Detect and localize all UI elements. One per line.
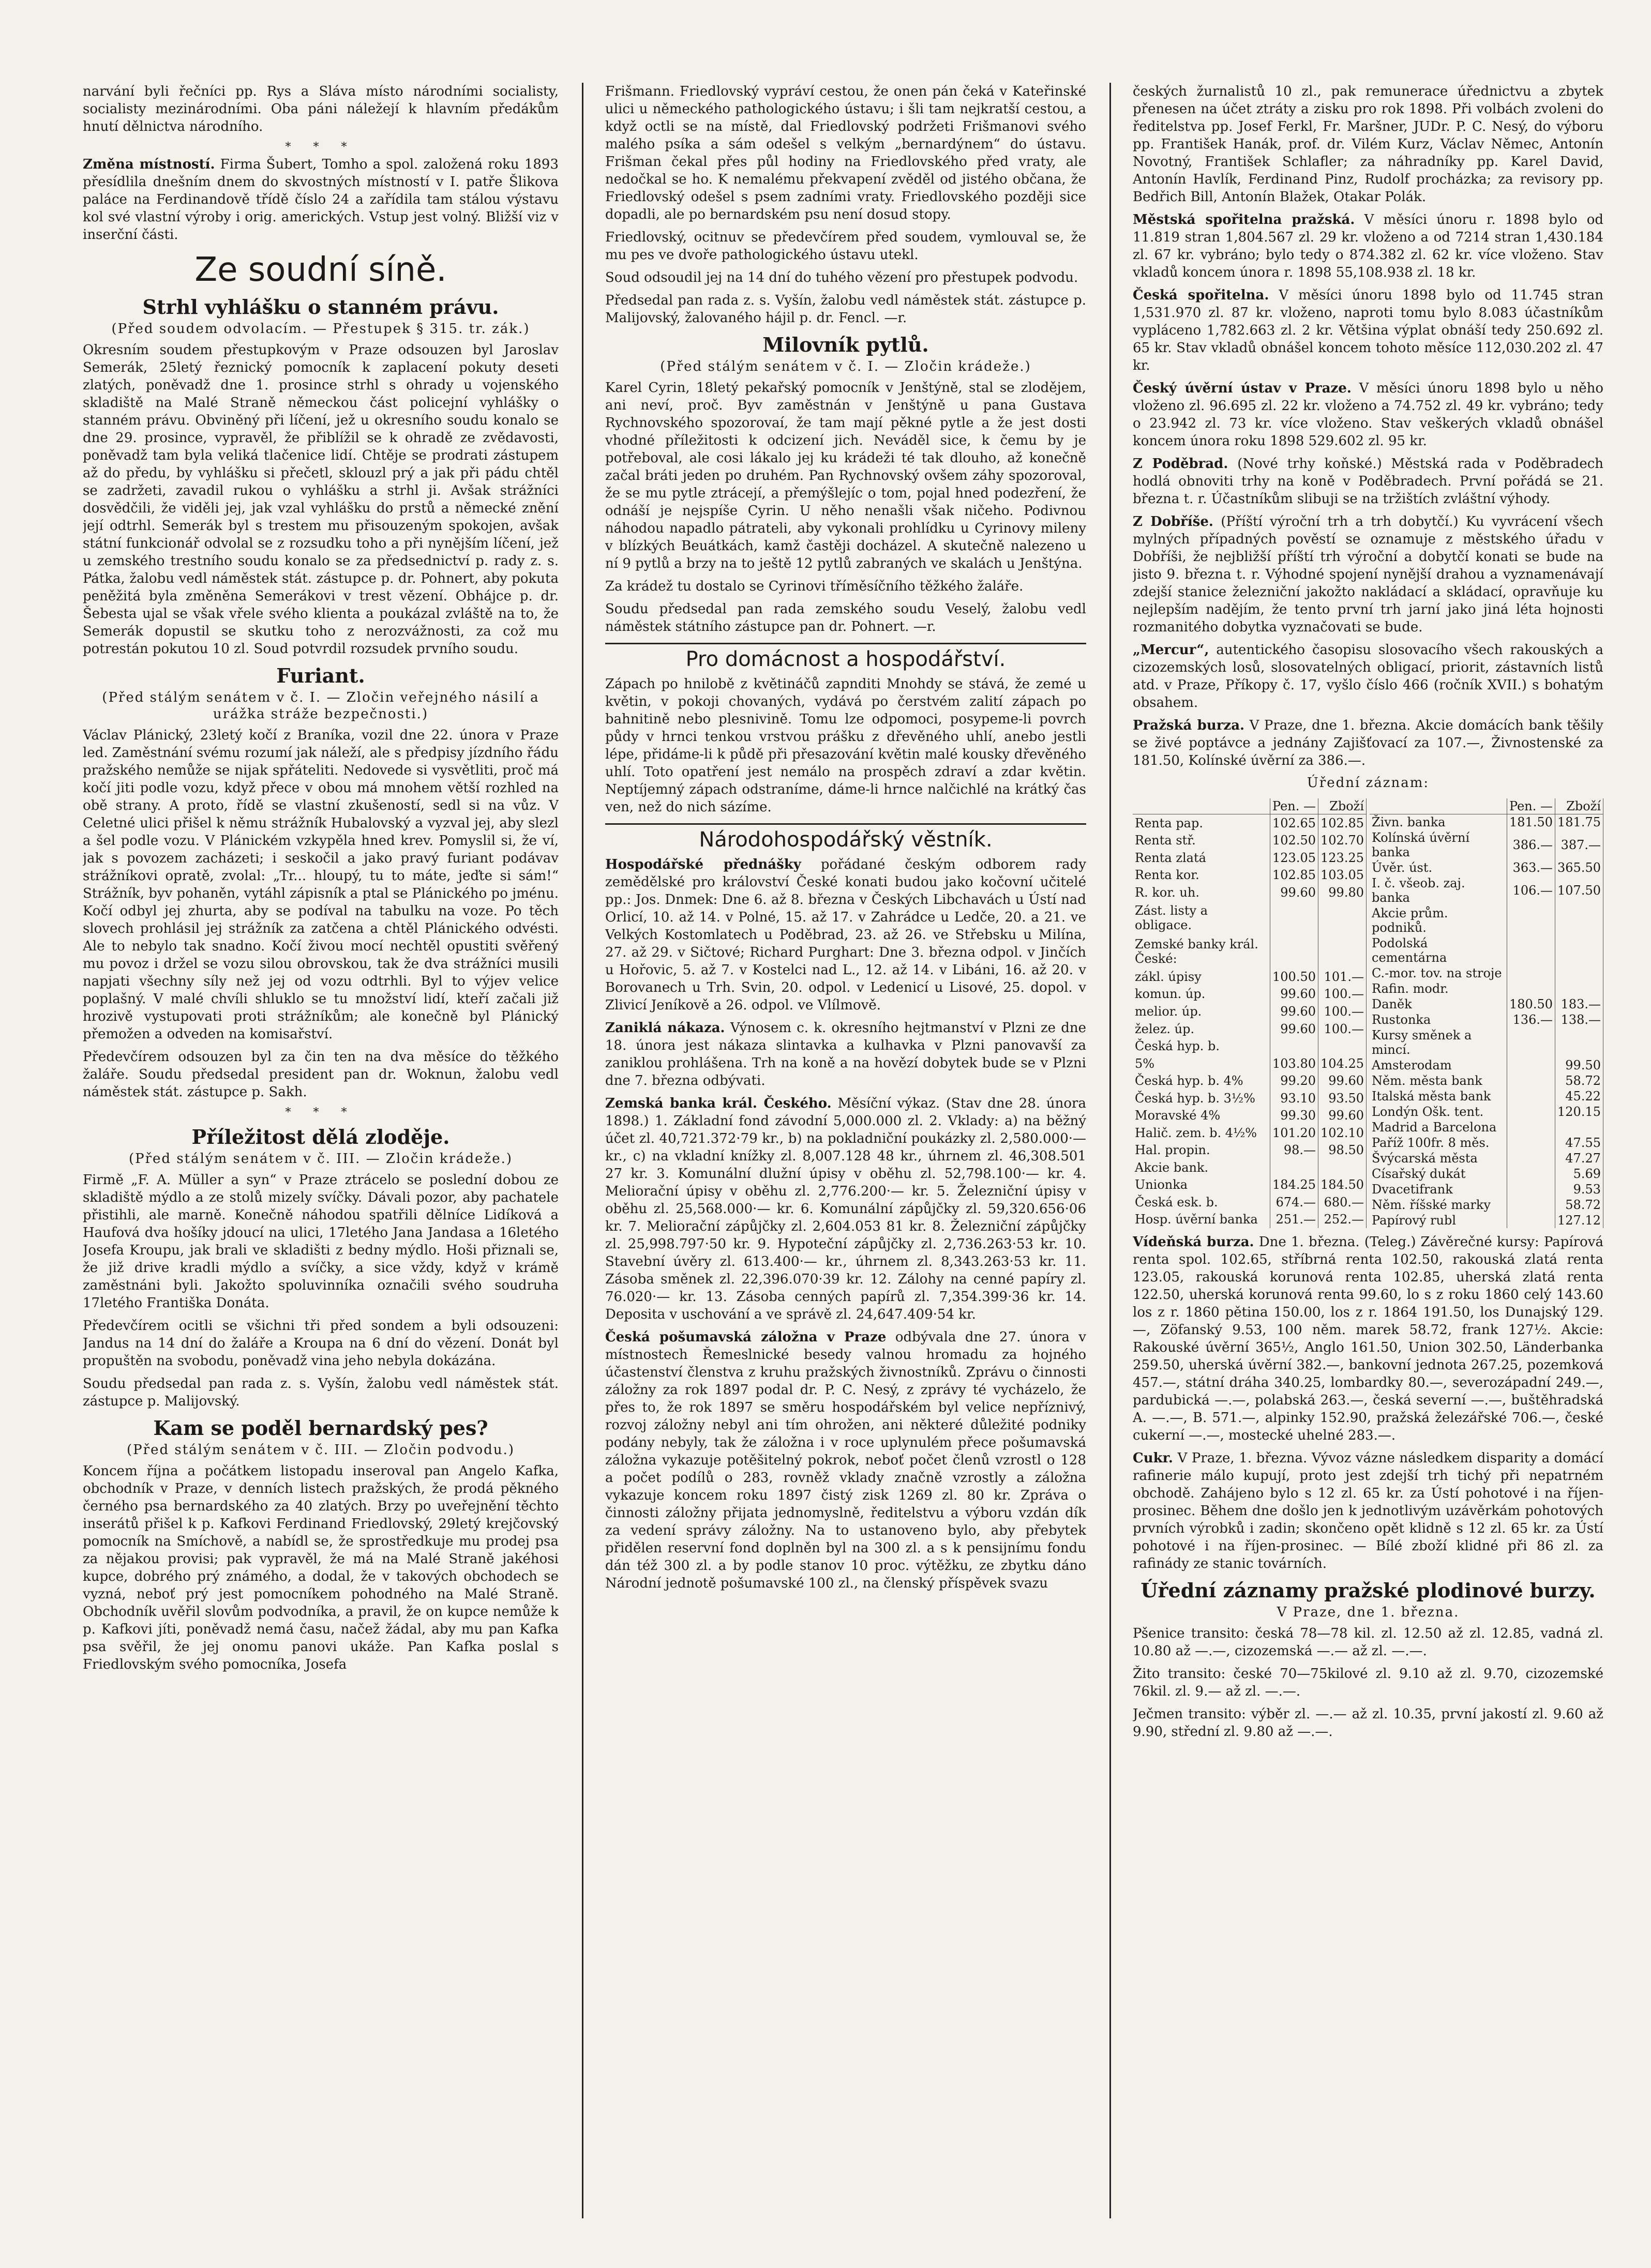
quote-value: 100.— <box>1318 1003 1367 1020</box>
quote-label: Česká esk. b. <box>1133 1193 1270 1211</box>
posumavska-article <box>605 1328 1086 1592</box>
quote-value: 99.50 <box>1555 1057 1603 1073</box>
ceska-sporitelna-heading: Česká spořitelna. <box>1133 288 1269 303</box>
quote-value <box>1507 1166 1555 1182</box>
prilezitost-heading: Příležitost dělá zloděje. <box>191 1125 450 1148</box>
burza-article <box>1133 717 1603 769</box>
prednasky-text: pořádané českým odborem rady zemědělské pro království České konati budou jako kočovní učitelé pp.: Jos. Dnmek: Dne 6. až 8. března v Českých Libchavách u Ústí nad Orlicí, 10. až 14. v Polné, 15. až 17. v Zahrádce u Ledče, 20. a 21. ve Velkých Kostomlatech u Poděbrad, 23. až 26. ve Střebsku u Milína, 27. až 29. v Sičtové; Richard Purghart: Dne 3. března odpol. v Jinčích u Hořovic, 5. až 7. v Kostelci nad L., 12. až 14. v Libáni, 16. až 20. v Borovanech u Trh. Svin, 20. odpol. v Ledenicí u Lisové, 25. dopol. v Zlivicí Jeníkově a 26. odpol. ve Vlílmově. <box>605 857 1086 1013</box>
ceska-sporitelna-article <box>1133 286 1603 374</box>
quote-value: 252.— <box>1318 1211 1367 1228</box>
quote-value: 363.— <box>1507 860 1555 875</box>
milovnik-text-3: Soudu předsedal pan rada zemského soudu Veselý, žalobu vedl náměstek státního zástupce pan dr. Pohnert. —r. <box>605 601 1086 634</box>
quote-row <box>1370 981 1603 996</box>
quote-value: 102.65 <box>1270 814 1318 832</box>
quote-label: Hosp. úvěrní banka <box>1133 1211 1270 1228</box>
quotes-table-right <box>1370 798 1603 1228</box>
quote-row <box>1133 901 1367 935</box>
quote-value: 99.60 <box>1270 1020 1318 1038</box>
quotes-table-left <box>1133 798 1367 1228</box>
quote-value: 180.50 <box>1507 996 1555 1012</box>
zanikla-text: Výnosem c. k. okresního hejtmanství v Plzni ze dne 18. února jest nákaza slintavka a kulhavka v Plzni panovavší za zaniklou prohlášena. Trh na koně a na hovězí dobytek bude se v Plzni dne 7. března odbývati. <box>605 1020 1086 1088</box>
quote-label: R. kor. uh. <box>1133 884 1270 901</box>
quote-row <box>1133 968 1367 986</box>
quote-value: 680.— <box>1318 1193 1367 1211</box>
zemska-heading: Zemská banka král. Českého. <box>605 1096 832 1111</box>
quote-row <box>1370 1197 1603 1213</box>
zmena-text: Firma Šubert, Tomho a spol. založená roku 1893 přesídlila dnešním dnem do skvostných místností v I. patře Šlikova paláce na Ferdinandově třídě číslo 24 a zařídila tam stálou výstavu kol své vlastní výroby i orig. amerických. Vstup jest volný. Bližší viz v inserční části. <box>83 157 559 243</box>
quote-value: 5.69 <box>1555 1166 1603 1182</box>
furiant-text: Václav Plánický, 23letý kočí z Braníka, vozil dne 22. února v Praze led. Zaměstnání svému rozumí jak náleží, ale s předpisy jízdního řádu pražského nemůže se nijak spřáteliti. Nedovede si vysvětliti, proč má kočí jiti podle vozu, když přece v obou má mnohem větší rozhled na obě strany. A proto, řídě se vlastní zkušeností, sedl si na vůz. V Celetné ulici přišel k němu strážník Hubalovský a vyzval jej, aby slezl a šel podle vozu. V Plánickém vzkypěla hned krev. Pomyslil si, že ví, jak s povozem zacházeti; i seskočil a jako pravý furiant podávav strážníkovi opratě, zvolal: „Tr... hloupý, tu to máte, jeďte si sám!“ Strážník, byv pohaněn, vytáhl zápisník a ptal se Plánického po jménu. Kočí odbyl jej zhurta, aby se podíval na tabulku na voze. Po těch slovech prohlásil jej strážník za zatčena a chtěl Plánického odvésti. Ale to nebylo tak snadno. Kočí živou mocí nechtěl opustiti svěřený mu povoz i držel se vozu silou obrovskou, tak že dva strážníci musili napjati všechny síly než jej od vozu odtrhli. Byl to výjev velice poplašný. V malé chvíli shluklo se tu množství lidí, kteří začali již hrozivě vystupovati proti strážníkům; ale konečně byl Plánický přemožen a odveden na komisařství. <box>83 728 559 1042</box>
zemska-article <box>605 1095 1086 1323</box>
quote-value: 123.25 <box>1318 849 1367 867</box>
quote-label: Kolínská úvěrní banka <box>1370 830 1507 860</box>
quote-label: Česká hyp. b. 4% <box>1133 1072 1270 1090</box>
quote-value <box>1555 965 1603 981</box>
quote-row <box>1370 860 1603 875</box>
quote-value: 365.50 <box>1555 860 1603 875</box>
quote-value: 93.50 <box>1318 1090 1367 1107</box>
quote-value <box>1507 965 1555 981</box>
quote-value <box>1270 1037 1318 1055</box>
quote-row <box>1370 965 1603 981</box>
quote-row <box>1133 1193 1367 1211</box>
separator-dots: * * * <box>285 141 356 154</box>
quote-row <box>1133 986 1367 1003</box>
quote-value: 101.20 <box>1270 1124 1318 1142</box>
quote-row <box>1370 1012 1603 1027</box>
quote-value <box>1507 935 1555 965</box>
quote-label: Česká hyp. b. <box>1133 1037 1270 1055</box>
plodinove-heading: Úřední záznamy pražské plodinové burzy. <box>1140 1579 1596 1602</box>
quote-value <box>1507 1120 1555 1135</box>
quote-value <box>1555 1027 1603 1057</box>
quote-value: 99.60 <box>1318 1072 1367 1090</box>
column-rule <box>1109 83 1111 2218</box>
quote-label: Amsterodam <box>1370 1057 1507 1073</box>
quote-row <box>1133 1159 1367 1176</box>
plodinove-wheat: Pšenice transito: česká 78—78 kil. zl. 12.50 až zl. 12.85, vadná zl. 10.80 až —.—, cizozemská —.— až zl. —.—. <box>1133 1626 1603 1659</box>
quote-value <box>1507 1213 1555 1228</box>
quote-row <box>1133 849 1367 867</box>
quote-label: Renta zlatá <box>1133 849 1270 867</box>
ceska-sporitelna-text: V měsíci únoru 1898 bylo od 11.745 stran 1,531.970 zl. 87 kr. vloženo, naproti tomu bylo 8.083 účastníkům vypláceno 1,782.663 zl. 2 kr. Většina výplat obnáší tedy 250.692 zl. 65 kr. Stav vkladů obnášel koncem tohoto měsíce 112,030.202 zl. 47 kr. <box>1133 288 1603 373</box>
posumavska-text: odbývala dne 27. února v místnostech Řemeslnické besedy valnou hromadu za hojného účastenství členstva z kruhu pražských živnostníků. Zprávu o činnosti záložny za rok 1897 podal dr. P. C. Nesý, z zprávy té vycházelo, že přes to, že rok 1897 se směru hospodářském byl velice nepříznivý, rozvoj záložny nebyl ani tím ohrožen, ani některé důležité podniky podány nebyly, tak že záložna i v roce uplynulém přece pošumavská záložna vykazuje potěšitelný pokrok, neboť počet členů vzrostl o 128 a počet podílů o 283, rovněž vklady značně vzrostly a záložna vykazuje koncem roku 1897 čistý zisk 1269 zl. 80 kr. Zpráva o činnosti záložny přijata jednomyslně, ředitelstvu a výboru vzdán dík za vedení správy záložny. Na to ustanoveno bylo, aby přebytek přidělen reservní fond doplněn byl na 300 zl. a s k pensijnímu fondu dán též 300 zl. a by podle stanov 10 proc. výtěžku, ze zbytku dáno Národní jednotě pošumavské 100 zl., na členský příspěvek svazu <box>605 1329 1086 1591</box>
milovnik-text-2: Za krádež tu dostalo se Cyrinovi tříměsíčního těžkého žaláře. <box>605 579 1024 594</box>
quote-label: Živn. banka <box>1370 814 1507 830</box>
quote-value: 99.60 <box>1270 884 1318 901</box>
quote-value: 674.— <box>1270 1193 1318 1211</box>
furiant-heading: Furiant. <box>276 664 365 687</box>
quote-row <box>1370 1104 1603 1120</box>
posumavska-heading: Česká pošumavská záložna v Praze <box>605 1329 887 1345</box>
quote-value: 58.72 <box>1555 1197 1603 1213</box>
prilezitost-text-2: Předevčírem ocitli se všichni tři před sondem a byli odsouzeni: Jandus na 14 dní do žaláře a Kroupa na 6 dní do vězení. Donát byl propuštěn na svobodu, poněvadž vina jeho nebyla dokázána. <box>83 1318 559 1369</box>
quote-value: 99.20 <box>1270 1072 1318 1090</box>
strhl-subheading: (Před soudem odvolacím. — Přestupek § 315. tr. zák.) <box>111 321 530 337</box>
dobris-article <box>1133 513 1603 636</box>
column-1 <box>83 83 559 2218</box>
quote-row <box>1133 867 1367 884</box>
quote-row <box>1370 1166 1603 1182</box>
quotes-tables <box>1133 795 1603 1233</box>
mercur-text: autentického časopisu slosovacího všech rakouských a cizozemských losů, slosovatelných obligací, priorit, zástavních listů atd. v Praze, Příkopy č. 17, vyšlo číslo 466 (ročník XVII.) s bohatým obsahem. <box>1133 642 1603 710</box>
plodinove-barley: Ječmen transito: výběr zl. —.— až zl. 10.35, první jakostí zl. 9.60 až 9.90, střední zl. 9.80 až —.—. <box>1133 1706 1603 1740</box>
furiant-text-2: Předevčírem odsouzen byl za čin ten na dva měsíce do těžkého žaláře. Soudu předsedal president pan dr. Woknun, žalobu vedl náměstek stát. zástupce p. Sakh. <box>83 1049 559 1100</box>
quote-label: Dvacetifrank <box>1370 1182 1507 1197</box>
quote-row <box>1370 1120 1603 1135</box>
quote-label: Daněk <box>1370 996 1507 1012</box>
quote-label: Halič. zem. b. 4½% <box>1133 1124 1270 1142</box>
quote-value: 103.05 <box>1318 867 1367 884</box>
quote-label: Italská města bank <box>1370 1088 1507 1104</box>
prilezitost-text-3: Soudu předsedal pan rada z. s. Vyšín, žalobu vedl náměstek stát. zástupce p. Malijovský. <box>83 1376 559 1409</box>
podebrad-text: (Nové trhy koňské.) Městská rada v Poděbradech hodlá obnoviti trhy na koně v Poděbradech. První pořádá se 21. března t. r. Účastníkům slibuji se na tržištích zvláštní výhody. <box>1133 456 1603 507</box>
quote-value <box>1318 1037 1367 1055</box>
quote-label: Úvěr. úst. <box>1370 860 1507 875</box>
section-heading-household: Pro domácnost a hospodářství. <box>605 643 1086 671</box>
quote-row <box>1133 934 1367 968</box>
quote-value: 45.22 <box>1555 1088 1603 1104</box>
quote-value: 184.50 <box>1318 1176 1367 1193</box>
quote-row <box>1133 1020 1367 1038</box>
quote-value <box>1555 935 1603 965</box>
quote-row <box>1133 832 1367 850</box>
quote-value: 102.70 <box>1318 832 1367 850</box>
furiant-subheading: (Před stálým senátem v č. I. — Zločin veřejného násilí a urážka stráže bezpečnosti.) <box>102 690 539 722</box>
quote-row <box>1133 1003 1367 1020</box>
quote-value: 102.50 <box>1270 832 1318 850</box>
cukr-heading: Cukr. <box>1133 1450 1173 1466</box>
quote-row <box>1370 875 1603 905</box>
quote-value: 101.— <box>1318 968 1367 986</box>
quote-value: 102.85 <box>1270 867 1318 884</box>
kam-continued-3: Soud odsoudil jej na 14 dní do tuhého vězení pro přestupek podvodu. <box>605 270 1078 285</box>
quote-value: 99.80 <box>1318 884 1367 901</box>
quote-row <box>1370 1073 1603 1088</box>
quote-label: melior. úp. <box>1133 1003 1270 1020</box>
quote-value: 100.— <box>1318 986 1367 1003</box>
zmena-heading: Změna místností. <box>83 157 215 172</box>
quote-row <box>1370 814 1603 830</box>
quote-row <box>1133 814 1367 832</box>
quote-label: Něm. říšské marky <box>1370 1197 1507 1213</box>
quote-value <box>1507 1104 1555 1120</box>
quote-value <box>1270 901 1318 935</box>
quote-row <box>1133 1072 1367 1090</box>
quote-label: Česká hyp. b. 3½% <box>1133 1090 1270 1107</box>
podebrad-heading: Z Poděbrad. <box>1133 456 1228 472</box>
posumavska-continued: českých žurnalistů 10 zl., pak remunerace úřednictvu a zbytek přenesen na účet ztráty a zisku pro rok 1898. Při volbách zvoleni do ředitelstva pp. Josef Ferkl, Fr. Maršner, JUDr. P. C. Nesý, do výboru pp. František Hanák, prof. dr. Vilém Kurz, Václav Němec, Antonín Novotný, František Schlafler; za náhradníky pp. Karel David, Antonín Havlík, Ferdinand Pinz, Rudolf procházka; za revisory pp. Bedřich Bill, Antonín Blažek, Otakar Polák. <box>1133 84 1603 205</box>
plodinove-rye: Žito transito: české 70—75kilové zl. 9.10 až zl. 9.70, cizozemské 76kil. zl. 9.— až zl. —.—. <box>1133 1666 1603 1699</box>
col-head-zbozi: Zboží <box>1555 798 1603 814</box>
quote-row <box>1133 884 1367 901</box>
quote-value <box>1555 905 1603 935</box>
quote-value <box>1507 905 1555 935</box>
podebrad-article <box>1133 455 1603 508</box>
quote-value: 138.— <box>1555 1012 1603 1027</box>
quote-row <box>1133 1211 1367 1228</box>
dobris-text: (Příští výroční trh a trh dobytčí.) Ku vyvrácení všech mylných případných pověstí se oznamuje z městského úřadu v Dobříši, že nejbližší příští trh výroční a dobytčí konati se bude na jisto 9. března t. r. Výhodné spojení nynější drahou a vyznamenávají zdejší stanice železniční jakožto nakládací a skládací, opravňuje ku nejlepším nadějím, že tento první trh jarní jako jiná léta hojnosti rozmanitého dobytka vyznačovati se bude. <box>1133 514 1603 635</box>
quote-label: Renta stř. <box>1133 832 1270 850</box>
quote-value <box>1507 1057 1555 1073</box>
prednasky-article <box>605 856 1086 1014</box>
quote-value: 93.10 <box>1270 1090 1318 1107</box>
quote-row <box>1133 1090 1367 1107</box>
videnska-heading: Vídeňská burza. <box>1133 1234 1254 1250</box>
table-heading: Úřední záznam: <box>1307 775 1430 791</box>
quote-row <box>1370 1027 1603 1057</box>
quote-label: Madrid a Barcelona <box>1370 1120 1507 1135</box>
plodinove-date: V Praze, dne 1. března. <box>1277 1605 1460 1620</box>
quote-value: 98.— <box>1270 1141 1318 1159</box>
quote-label: Akcie bank. <box>1133 1159 1270 1176</box>
quote-value <box>1507 1151 1555 1166</box>
quote-value <box>1507 1197 1555 1213</box>
quote-label: Zást. listy a obligace. <box>1133 901 1270 935</box>
quote-value: 251.— <box>1270 1211 1318 1228</box>
burza-text: V Praze, dne 1. března. Akcie domácích bank těšily se živé poptávce a jednány Zajišťovací za 107.—, Živnostenské za 181.50, Kolínské úvěrní za 386.—. <box>1133 718 1603 768</box>
mercur-article <box>1133 641 1603 712</box>
quote-row <box>1133 1176 1367 1193</box>
intro-paragraph: narvání byli řečníci pp. Rys a Sláva místo národními socialisty, socialisty mezinárodními. Oba páni náležejí k hlavním předákům hnutí dělnictva národního. <box>83 84 559 134</box>
quote-label: Akcie prům. podniků. <box>1370 905 1507 935</box>
quote-row <box>1370 905 1603 935</box>
videnska-text: Dne 1. března. (Teleg.) Závěrečné kursy: Papírová renta spol. 102.65, stříbrná renta 102.50, rakouská zlatá renta 123.05, rakouská korunová renta 102.85, uherská zlatá renta 122.50, uherská korunová renta 99.60, lo s z roku 1860 celý 143.60 los z r. 1860 pětina 150.00, los z r. 1864 191.50, los Dunajský 129.—, Zöfanský 9.53, 100 něm. marek 58.72, frank 127½. Akcie: Rakouské úvěrní 365½, Anglo 161.50, Union 302.50, Länderbanka 259.50, uherská úvěrní 382.—, bankovní jednota 267.25, pozemková 457.—, státní dráha 340.25, lombardky 80.—, severozápadní 249.—, pardubická —.—, polabská 263.—, česká severní —.—, buštěhradská A. —.—, B. 571.—, alpinky 152.90, pražská železářské 706.—, české cukerní —.—, mostecké uhelné 283.—. <box>1133 1234 1603 1443</box>
milovnik-subheading: (Před stálým senátem v č. I. — Zločin krádeže.) <box>660 359 1031 374</box>
quote-value: 58.72 <box>1555 1073 1603 1088</box>
sporitelna-heading: Městská spořitelna pražská. <box>1133 212 1355 228</box>
quote-value: 47.27 <box>1555 1151 1603 1166</box>
quote-value: 120.15 <box>1555 1104 1603 1120</box>
strhl-heading: Strhl vyhlášku o stanném právu. <box>142 295 499 319</box>
quote-value: 181.50 <box>1507 814 1555 830</box>
quote-value <box>1555 981 1603 996</box>
cukr-text: V Praze, 1. března. Vývoz vázne následkem disparity a domácí rafinerie málo kupují, proto jest zdejší trh tichý při nepatrném obchodě. Zahájeno bylo s 12 zl. 65 kr. za Ústí pohotové i na říjen-prosinec. Během dne došlo jen k jednotlivým uzávěrkám pohotových prvních výrobků i zadin; skončeno opět klidně s 12 zl. 65 kr. za Ústí pohotové i na říjen-prosinec. — Bílé zboží klidné při 86 zl. za rafinády ze stanic továrních. <box>1133 1450 1603 1571</box>
quote-value: 127.12 <box>1555 1213 1603 1228</box>
column-rule <box>582 83 583 2218</box>
quote-label: Moravské 4% <box>1133 1107 1270 1124</box>
quote-value: 99.30 <box>1270 1107 1318 1124</box>
quote-row <box>1370 1088 1603 1104</box>
quote-label: Podolská cementárna <box>1370 935 1507 965</box>
quote-label: 5% <box>1133 1055 1270 1072</box>
quote-label: Londýn Ošk. tent. <box>1370 1104 1507 1120</box>
quote-label: C.-mor. tov. na stroje <box>1370 965 1507 981</box>
sporitelna-article <box>1133 211 1603 281</box>
quote-value: 136.— <box>1507 1012 1555 1027</box>
burza-heading: Pražská burza. <box>1133 718 1245 733</box>
quote-value: 103.80 <box>1270 1055 1318 1072</box>
uverni-article <box>1133 380 1603 450</box>
quote-value: 100.— <box>1318 1020 1367 1038</box>
kam-continued: Frišmann. Friedlovský vypráví cestou, že onen pán čeká v Kateřinské ulici u německého pathologického ústavu; i šli tam nejkratší cestou, a když octli se na místě, dal Friedlovský podržeti Frišmanovi svého malého psíka a sám odešel s velkým „bernardýnem“ do ústavu. Frišman čekal přes půl hodiny na Friedlovského před vraty, ale nedočkal se ho. K nemalému překvapení zvěděl od jistého občana, že Friedlovský odešel s psem zadními vraty. Friedlovského později sice dopadli, ale po bernardském psu není dosud stopy. <box>605 84 1086 222</box>
quote-value <box>1507 1135 1555 1151</box>
quote-label: Hal. propin. <box>1133 1141 1270 1159</box>
zanikla-article <box>605 1019 1086 1090</box>
quote-value: 102.10 <box>1318 1124 1367 1142</box>
strhl-text: Okresním soudem přestupkovým v Praze odsouzen byl Jaroslav Semerák, 25letý řeznický pomocník k zaplacení pokuty deseti zlatých, poněvadž dne 1. prosince strhl s ohrady u vojenského skladiště na Malé Straně německou část policejní vyhlášky o stanném právu. Obviněný při líčení, jež u okresního soudu konalo se dne 29. prosince, vypravěl, že přiblížil se k ohradě ze zvědavosti, poněvadž tam byla veliká tlačenice lidí. Chtěje se prodrati zástupem až do předu, by vyhlášku si přečetl, sklouzl prý a jak při pádu chtěl se zadržeti, zavadil rukou o vyhlášku a strhl ji. Avšak strážníci dosvědčili, že viděli jej, jak vzal vyhlášku do prstů a německé znění její odtrhl. Semerák byl s trestem mu přisouzeným spokojen, avšak státní funkcionář odvolal se z rozsudku toho a při nynějším líčení, jež u zemského trestního soudu konalo se za předsednictví p. rady z. s. Pátka, žalobu vedl náměstek stát. zástupce p. dr. Pohnert, aby pokuta peněžitá byla změněna Semerákovi v trest vězení. Obhájce p. dr. Šebesta ujal se však vřele svého klienta a poukázal zvláště na to, že Semerák dopustil se skutku toho z nerozvážnosti, za což mu potrestán pokutou 10 zl. Soud potvrdil rozsudek prvního soudu. <box>83 342 559 657</box>
quote-value: 181.75 <box>1555 814 1603 830</box>
quote-label: Rustonka <box>1370 1012 1507 1027</box>
kam-continued-2: Friedlovský, ocitnuv se předevčírem před soudem, vymlouval se, že mu pes ve dvoře pathologického ústavu utekl. <box>605 230 1086 263</box>
uverni-text: V měsíci únoru 1898 bylo u něho vloženo zl. 96.695 zl. 22 kr. vloženo a 74.752 zl. 49 kr. vybráno; tedy o 23.942 zl. 73 kr. více vloženo. Stav veškerých vkladů obnášel koncem února roku 1898 529.602 zl. 95 kr. <box>1133 381 1603 449</box>
quote-value: 387.— <box>1555 830 1603 860</box>
quote-label: komun. úp. <box>1133 986 1270 1003</box>
quote-row <box>1370 1151 1603 1166</box>
prilezitost-subheading: (Před stálým senátem v č. III. — Zločin krádeže.) <box>128 1151 513 1167</box>
column-2 <box>605 83 1086 2218</box>
quote-label: I. č. všeob. zaj. banka <box>1370 875 1507 905</box>
quote-label: Kursy směnek a mincí. <box>1370 1027 1507 1057</box>
section-heading-economy: Národohospodářský věstník. <box>605 823 1086 852</box>
quote-value: 183.— <box>1555 996 1603 1012</box>
cukr-article <box>1133 1449 1603 1573</box>
uverni-heading: Český úvěrní ústav v Praze. <box>1133 381 1352 396</box>
quote-value: 106.— <box>1507 875 1555 905</box>
household-text: Zápach po hnilobě z květináčů zapnditi Mnohdy se stává, že zemé u květin, v pokoji chovaných, vydává po čerstvém zalití zápach po bahnitině nebo plesnivině. Tomu lze odpomoci, posypeme-li povrch půdy v hrnci tenkou vrstvou prášku z dřevěného uhlí, anebo jestli lépe, přidáme-li k půdě při přesazování květin malé kousky dřevěného uhlí. Toto opatření jest nemálo na prospěch zdraví a zdar květin. Neptíjemný zápach odstraníme, dáme-li hrnce nalčichlé na krátký čas ven, než do nich sázíme. <box>605 676 1086 815</box>
quote-value: 104.25 <box>1318 1055 1367 1072</box>
quote-value: 99.60 <box>1318 1107 1367 1124</box>
quote-value: 123.05 <box>1270 849 1318 867</box>
quote-value: 99.60 <box>1270 986 1318 1003</box>
zemska-text: Měsíční výkaz. (Stav dne 28. února 1898.) 1. Základní fond závodní 5,000.000 zl. 2. Vklady: a) na běžný účet zl. 40,721.372·79 kr., b) na pokladniční poukázky zl. 2,580.000·— kr., c) na vkladní knížky zl. 8,007.128 48 kr., úhrnem zl. 46,308.501 27 kr. 3. Komunální dlužní úpisy v oběhu zl. 52,798.100·— kr. 4. Meliorační úpisy v oběhu zl. 2,776.200·— kr. 5. Železniční úpisy v oběhu zl. 25,568.000·— kr. 6. Komunální zápůjčky zl. 59,320.656·06 kr. 7. Meliorační zápůjčky zl. 2,604.053 81 kr. 8. Železniční zápůjčky zl. 25,998.797·50 kr. 9. Hypoteční zápůjčky zl. 2,736.263·53 kr. 10. Stavební úvěry zl. 613.400·— kr., úhrnem zl. 8,343.263·53 kr. 11. Zásoba směnek zl. 22,396.070·39 kr. 12. Zálohy na cenné papíry zl. 76.020·— kr. 13. Zásoba cenných papírů zl. 7,354.399·36 kr. 14. Deposita v uschování a ve správě zl. 24,647.409·54 kr. <box>605 1096 1086 1322</box>
col-head-zbozi: Zboží <box>1318 798 1367 814</box>
quote-row <box>1370 830 1603 860</box>
quote-value: 47.55 <box>1555 1135 1603 1151</box>
zmena-article <box>83 156 559 244</box>
quote-value: 98.50 <box>1318 1141 1367 1159</box>
kam-subheading: (Před stálým senátem v č. III. — Zločin podvodu.) <box>127 1442 515 1458</box>
quote-label: Renta pap. <box>1133 814 1270 832</box>
newspaper-page <box>83 83 1603 2218</box>
quote-row <box>1370 1057 1603 1073</box>
quote-value <box>1270 1159 1318 1176</box>
prilezitost-text: Firmě „F. A. Müller a syn“ v Praze ztrácelo se poslední dobou ze skladiště mýdlo a ze stolů mizely svíčky. Dávali pozor, aby pachatele přistihli, ale marně. Konečně náhodou spatřili dělníce Lidíková a Haufová dva hošíky jdoucí na ulici, 17letého Jana Jandasa a 16letého Josefa Kroupu, jak brali ve skladišti z bedny mýdlo. Hoši přiznali se, že již drive kradli mýdlo a svíčky, a sice vždy, když v krámě zaměstnáni byli. Jakožto spoluvinníka označili svého soudruha 17letého Františka Donáta. <box>83 1172 559 1311</box>
quote-row <box>1133 1107 1367 1124</box>
kam-text: Koncem října a počátkem listopadu inseroval pan Angelo Kafka, obchodník v Praze, v denních listech pražských, že prodá pěkného černého psa bernardského za 40 zlatých. Brzy po uveřejnění těchto inserátů přišel k p. Kafkovi Ferdinand Friedlovský, 29letý krejčovský pomocník na Smíchově, a nabídl se, že sprostředkuje mu prodej psa za nějakou provisi; pak vypravěl, že má na Malé Straně jakéhosi kupce, dobrého prý známého, a dodal, že v takových obchodech se vyzná, neboť prý jest pomocníkem pohodného na Malé Straně. Obchodník uvěřil slovům podvodníka, a pravil, že on kupce nemůže k p. Kafkovi jíti, poněvadž nemá času, načež žádal, aby mu pan Kafka psa svěřil, že jej onomu panovi ukáže. Pan Kafka poslal s Friedlovským svého pomocníka, Josefa <box>83 1463 559 1672</box>
quote-label: zákl. úpisy <box>1133 968 1270 986</box>
quote-row <box>1133 1124 1367 1142</box>
quote-value: 99.60 <box>1270 1003 1318 1020</box>
quote-value: 184.25 <box>1270 1176 1318 1193</box>
quote-label: Paříž 100fr. 8 měs. <box>1370 1135 1507 1151</box>
separator-dots: * * * <box>285 1106 356 1119</box>
quote-value <box>1555 1120 1603 1135</box>
quote-row <box>1133 1141 1367 1159</box>
quote-label: Císařský dukát <box>1370 1166 1507 1182</box>
quote-label: Zemské banky král. České: <box>1133 934 1270 968</box>
col-head-pen: Pen. — <box>1270 798 1318 814</box>
quote-row <box>1370 1135 1603 1151</box>
quote-label: Renta kor. <box>1133 867 1270 884</box>
milovnik-text: Karel Cyrin, 18letý pekařský pomocník v Jenštýně, stal se zlodějem, ani neví, proč. Byv zaměstnán v Jenštýně u pana Gustava Rychnovského spozorovaí, že tam mají pěkné pytle a že jest dosti vhodné příležitosti k odcizení jich. Neváděl sice, k čemu by je potřeboval, ale cosi lákalo jej ku krádeži té tak dlouho, až konečně začal bráti jeden po druhém. Pan Rychnovský ovšem záhy spozoroval, že se mu pytle ztrácejí, a přemýšlejíc o tom, pojal hned podezření, že odnáší je nejspíše Cyrin. U něho nenašli však ničeho. Podivnou náhodou napadlo pátrateli, aby vykonali prohlídku u Cyrinovy mileny v blízkých Beuátkách, kamž častěji docházel. A skutečně nalezeno u ní 9 pytlů a brzy na to ještě 12 pytlů zabraných ve skalách u Jenštýna. <box>605 380 1086 571</box>
col-head-pen: Pen. — <box>1507 798 1555 814</box>
quote-value <box>1507 1073 1555 1088</box>
quote-row <box>1370 1213 1603 1228</box>
kam-heading: Kam se poděl bernardský pes? <box>153 1416 488 1440</box>
quote-row <box>1370 1182 1603 1197</box>
quote-label: Švýcarská města <box>1370 1151 1507 1166</box>
quote-row <box>1133 1055 1367 1072</box>
section-heading-court: Ze soudní síně. <box>194 251 447 289</box>
mercur-heading: „Mercur“, <box>1133 642 1209 658</box>
quote-label: želez. úp. <box>1133 1020 1270 1038</box>
quote-value <box>1507 1088 1555 1104</box>
quote-value <box>1507 1182 1555 1197</box>
quote-label: Něm. města bank <box>1370 1073 1507 1088</box>
quote-value: 107.50 <box>1555 875 1603 905</box>
quote-row <box>1370 996 1603 1012</box>
quote-label: Papírový rubl <box>1370 1213 1507 1228</box>
quote-label: Rafin. modr. <box>1370 981 1507 996</box>
quote-row <box>1370 935 1603 965</box>
milovnik-heading: Milovník pytlů. <box>762 333 929 356</box>
quote-value: 386.— <box>1507 830 1555 860</box>
quote-value <box>1507 981 1555 996</box>
quote-value <box>1270 934 1318 968</box>
quote-row <box>1133 1037 1367 1055</box>
quote-value: 9.53 <box>1555 1182 1603 1197</box>
zanikla-heading: Zaniklá nákaza. <box>605 1020 725 1036</box>
quote-value <box>1507 1027 1555 1057</box>
quote-label: Unionka <box>1133 1176 1270 1193</box>
dobris-heading: Z Dobříše. <box>1133 514 1213 530</box>
quote-value: 100.50 <box>1270 968 1318 986</box>
quote-value: 102.85 <box>1318 814 1367 832</box>
quote-value <box>1318 901 1367 935</box>
quote-value <box>1318 1159 1367 1176</box>
column-3 <box>1133 83 1603 2218</box>
kam-continued-4: Předsedal pan rada z. s. Vyšín, žalobu vedl náměstek stát. zástupce p. Malijovský, žalovaného hájil p. dr. Fencl. —r. <box>605 293 1086 326</box>
quote-value <box>1318 934 1367 968</box>
prednasky-heading: Hospodářské přednášky <box>605 857 801 872</box>
videnska-article <box>1133 1233 1603 1444</box>
sporitelna-text: V měsíci únoru r. 1898 bylo od 11.819 stran 1,804.567 zl. 29 kr. vloženo a od 7214 stran 1,430.184 zl. 67 kr. vybráno; bylo tedy o 874.382 zl. 62 kr. více vloženo. Stav vkladů koncem února r. 1898 55,108.938 zl. 18 kr. <box>1133 212 1603 280</box>
